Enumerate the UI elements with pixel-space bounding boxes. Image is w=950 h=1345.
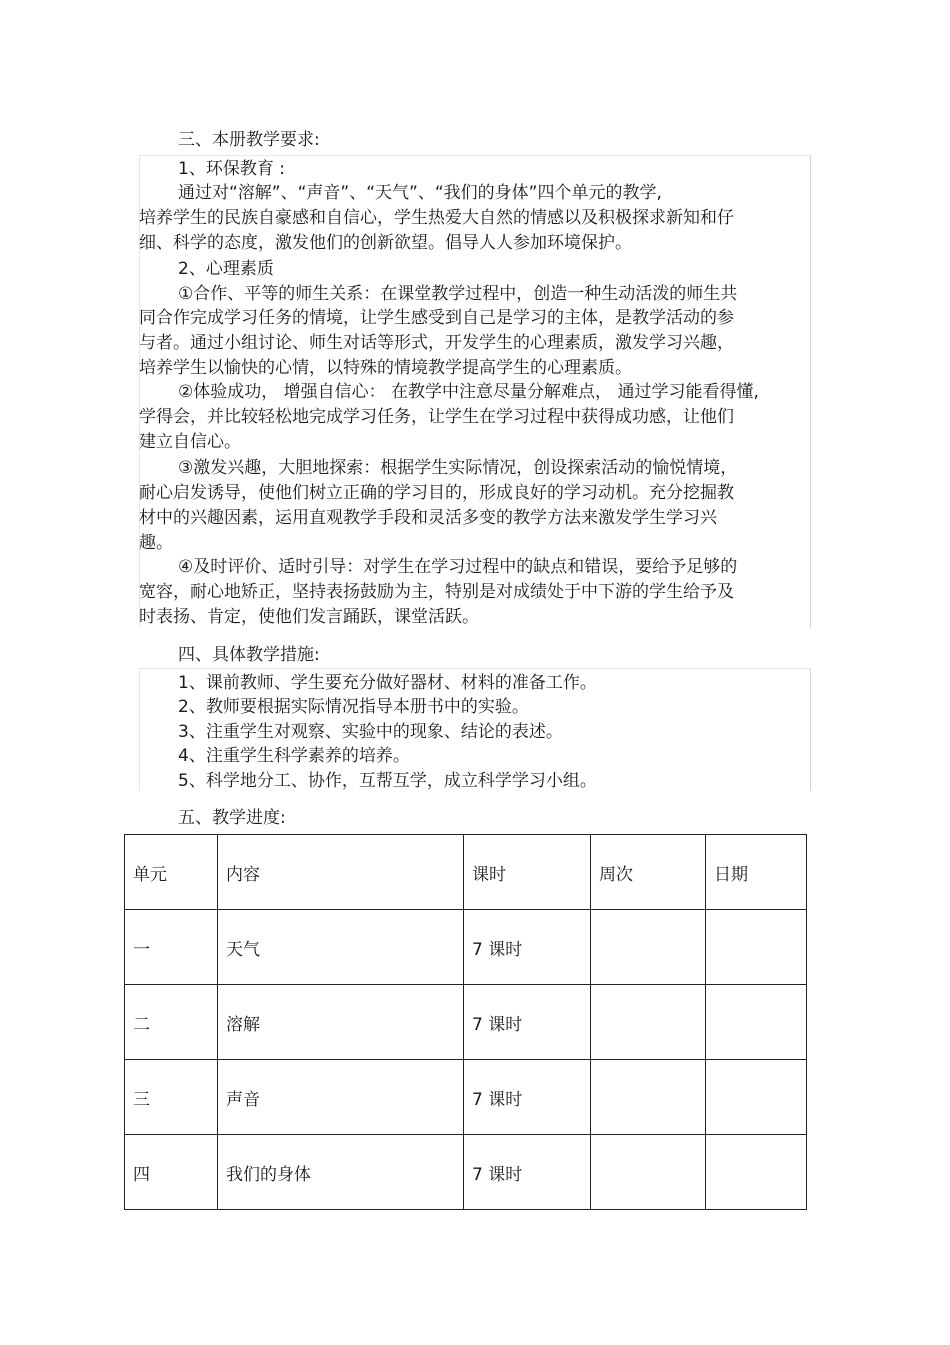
week-cell bbox=[591, 910, 706, 985]
hours-cell: 7 课时 bbox=[464, 985, 591, 1060]
p4-line: ④及时评价、适时引导：对学生在学习过程中的缺点和错误，要给予足够的 bbox=[178, 557, 738, 577]
hours-cell: 7 课时 bbox=[464, 1135, 591, 1210]
p3-line: 趣。 bbox=[139, 533, 173, 553]
item1-title: 1、环保教育 : bbox=[178, 159, 285, 179]
table-row bbox=[125, 1060, 807, 1135]
item1-line: 培养学生的民族自豪感和自信心，学生热爱大自然的情感以及积极探求新知和仔 bbox=[139, 208, 734, 228]
measure-item: 5、科学地分工、协作，互帮互学，成立科学学习小组。 bbox=[178, 771, 597, 791]
p3-line: 耐心启发诱导，使他们树立正确的学习目的，形成良好的学习动机。充分挖掘教 bbox=[139, 483, 734, 503]
week-cell bbox=[591, 1135, 706, 1210]
week-cell bbox=[591, 985, 706, 1060]
header-cell: 课时 bbox=[464, 835, 591, 910]
unit-cell: 三 bbox=[125, 1060, 218, 1135]
section3-heading: 三、本册教学要求: bbox=[178, 130, 320, 150]
content-cell: 我们的身体 bbox=[218, 1135, 464, 1210]
content-cell: 声音 bbox=[218, 1060, 464, 1135]
table-row bbox=[125, 1135, 807, 1210]
p2-line: 建立自信心。 bbox=[139, 432, 241, 452]
header-cell: 单元 bbox=[125, 835, 218, 910]
hours-cell: 7 课时 bbox=[464, 910, 591, 985]
measure-item: 4、注重学生科学素养的培养。 bbox=[178, 746, 410, 766]
measure-item: 1、课前教师、学生要充分做好器材、材料的准备工作。 bbox=[178, 673, 597, 693]
p4-line: 宽容，耐心地矫正，坚持表扬鼓励为主，特别是对成绩处于中下游的学生给予及 bbox=[139, 582, 734, 602]
content-cell: 天气 bbox=[218, 910, 464, 985]
header-cell: 内容 bbox=[218, 835, 464, 910]
date-cell bbox=[706, 1135, 807, 1210]
schedule-table bbox=[124, 834, 807, 1210]
p1-line: 同合作完成学习任务的情境，让学生感受到自己是学习的主体，是教学活动的参 bbox=[139, 308, 734, 328]
date-cell bbox=[706, 985, 807, 1060]
date-cell bbox=[706, 1060, 807, 1135]
p2-line: 学得会，并比较轻松地完成学习任务，让学生在学习过程中获得成功感，让他们 bbox=[139, 407, 734, 427]
unit-cell: 四 bbox=[125, 1135, 218, 1210]
item1-line: 通过对“溶解”、“声音”、“天气”、“我们的身体”四个单元的教学, bbox=[178, 183, 662, 203]
table-header-row bbox=[125, 835, 807, 910]
header-cell: 日期 bbox=[706, 835, 807, 910]
section4-heading: 四、具体教学措施: bbox=[178, 645, 320, 665]
p3-line: ③激发兴趣，大胆地探索：根据学生实际情况，创设探索活动的愉悦情境， bbox=[178, 458, 738, 478]
item2-title: 2、心理素质 bbox=[178, 259, 274, 279]
table-row bbox=[125, 910, 807, 985]
measure-item: 2、教师要根据实际情况指导本册书中的实验。 bbox=[178, 697, 529, 717]
table-row bbox=[125, 985, 807, 1060]
header-cell: 周次 bbox=[591, 835, 706, 910]
p4-line: 时表扬、肯定，使他们发言踊跃，课堂活跃。 bbox=[139, 607, 479, 627]
content-cell: 溶解 bbox=[218, 985, 464, 1060]
p1-line: 与者。通过小组讨论、师生对话等形式，开发学生的心理素质，激发学习兴趣， bbox=[139, 333, 734, 353]
p2-line: ②体验成功， 增强自信心： 在教学中注意尽量分解难点， 通过学习能看得懂, bbox=[178, 382, 759, 402]
hours-cell: 7 课时 bbox=[464, 1060, 591, 1135]
week-cell bbox=[591, 1060, 706, 1135]
p1-line: ①合作、平等的师生关系：在课堂教学过程中，创造一种生动活泼的师生共 bbox=[178, 284, 738, 304]
p3-line: 材中的兴趣因素，运用直观教学手段和灵活多变的教学方法来激发学生学习兴 bbox=[139, 508, 717, 528]
section5-heading: 五、教学进度: bbox=[178, 808, 286, 828]
unit-cell: 二 bbox=[125, 985, 218, 1060]
measure-item: 3、注重学生对观察、实验中的现象、结论的表述。 bbox=[178, 722, 563, 742]
date-cell bbox=[706, 910, 807, 985]
p1-line: 培养学生以愉快的心情，以特殊的情境教学提高学生的心理素质。 bbox=[139, 358, 632, 378]
unit-cell: 一 bbox=[125, 910, 218, 985]
item1-line: 细、科学的态度，激发他们的创新欲望。倡导人人参加环境保护。 bbox=[139, 233, 632, 253]
